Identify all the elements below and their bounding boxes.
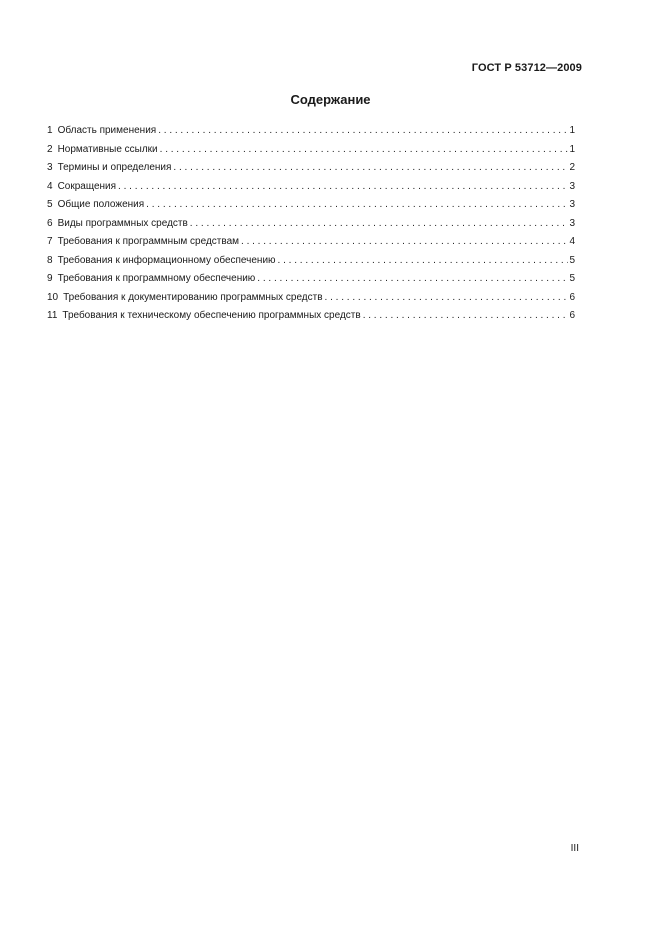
toc-entry-number: 9 — [47, 273, 53, 284]
toc-entry-number: 10 — [47, 291, 59, 303]
toc-entry-title: Нормативные ссылки — [57, 143, 158, 155]
toc-entry-number: 8 — [47, 254, 53, 266]
toc-entry-number: 3 — [47, 162, 53, 173]
document-code: ГОСТ Р 53712—2009 — [471, 62, 582, 74]
toc-entry-page: 4 — [569, 236, 575, 247]
toc-leader-dots — [118, 178, 568, 197]
toc-entry-number: 5 — [47, 199, 53, 210]
toc-entry[interactable] — [47, 233, 575, 252]
toc-entry-title: Требования к информационному обеспечению — [57, 254, 276, 266]
toc-entry-page: 3 — [569, 180, 575, 192]
toc-title: Содержание — [290, 92, 371, 107]
toc-entry-number: 7 — [47, 236, 53, 247]
toc-entry-title: Требования к программному обеспечению — [57, 273, 256, 284]
toc-entry[interactable] — [47, 178, 575, 197]
toc-entry[interactable] — [47, 252, 575, 271]
toc-entry[interactable] — [47, 196, 575, 215]
page-number: III — [570, 843, 579, 854]
toc-entry-title: Термины и определения — [57, 162, 172, 173]
toc-leader-dots — [173, 159, 568, 178]
toc-entry-page: 1 — [569, 143, 575, 155]
toc-entry[interactable] — [47, 307, 575, 326]
toc-entry-title: Требования к техническому обеспечению программных средств — [62, 310, 361, 321]
toc-entry-number: 11 — [47, 310, 58, 321]
toc-entry-number: 2 — [47, 143, 53, 155]
toc-entry-page: 5 — [569, 254, 575, 266]
toc-entry-title: Область применения — [57, 125, 157, 136]
toc-leader-dots — [257, 270, 568, 289]
toc-entry-page: 2 — [569, 162, 575, 173]
toc-entry-title: Общие положения — [57, 199, 145, 210]
toc-entry[interactable] — [47, 270, 575, 289]
toc-entry-number: 1 — [47, 125, 53, 136]
toc-entry-title: Требования к документированию программных средств — [63, 291, 323, 303]
toc-entry-number: 6 — [47, 217, 53, 229]
toc-entry-page: 3 — [569, 199, 575, 210]
toc-entry-page: 3 — [569, 217, 575, 229]
toc-entry[interactable] — [47, 141, 575, 160]
toc-entry-title: Сокращения — [57, 180, 117, 192]
toc-entry[interactable] — [47, 215, 575, 234]
toc-leader-dots — [241, 233, 568, 252]
toc-entry-page: 1 — [569, 125, 575, 136]
toc-leader-dots — [158, 122, 568, 141]
toc-leader-dots — [190, 215, 569, 234]
toc-entry-number: 4 — [47, 180, 53, 192]
toc-leader-dots — [160, 141, 569, 160]
toc-entry[interactable] — [47, 159, 575, 178]
toc-entry-title: Виды программных средств — [57, 217, 188, 229]
toc-leader-dots — [363, 307, 569, 326]
toc-entry[interactable] — [47, 122, 575, 141]
toc-entry-title: Требования к программным средствам — [57, 236, 240, 247]
toc-entry-page: 5 — [569, 273, 575, 284]
toc-entry-page: 6 — [569, 291, 575, 303]
toc-entry[interactable] — [47, 289, 575, 308]
toc-leader-dots — [278, 252, 569, 271]
toc-leader-dots — [146, 196, 568, 215]
toc-entry-page: 6 — [569, 310, 575, 321]
toc-leader-dots — [325, 289, 569, 308]
table-of-contents — [47, 122, 575, 326]
